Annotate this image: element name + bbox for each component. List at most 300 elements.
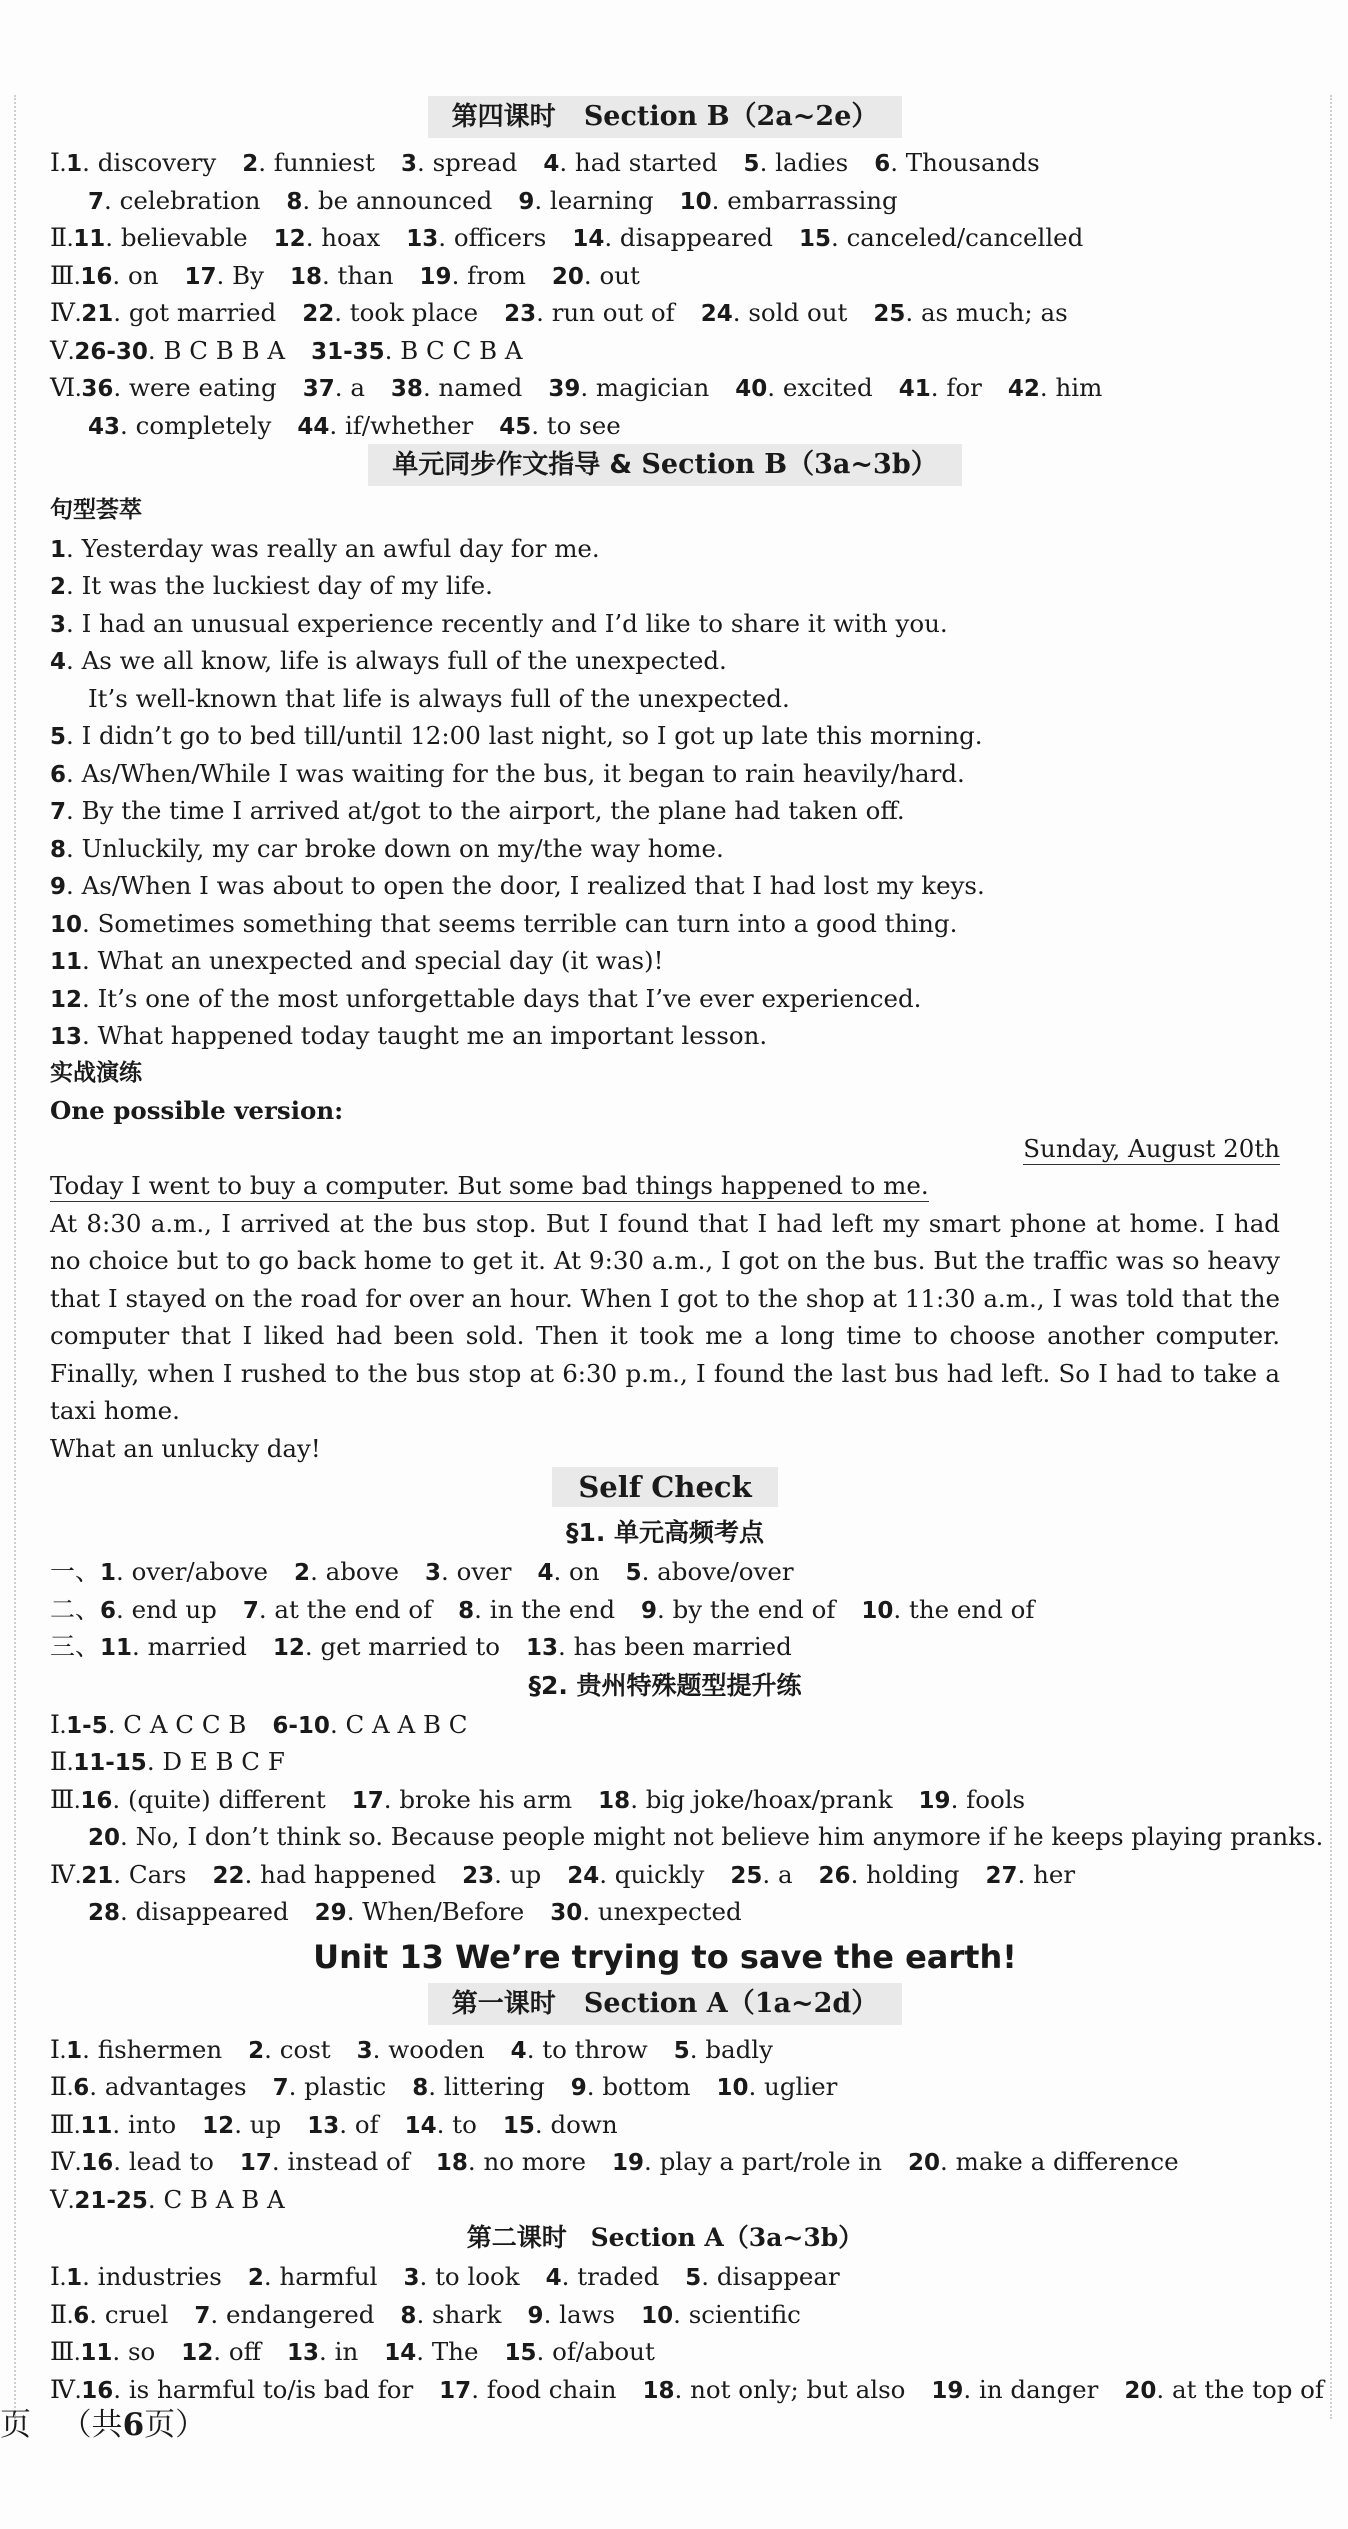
answer-text: traded [577, 2262, 660, 2291]
answer-text: embarrassing [727, 185, 898, 215]
answer-line [50, 2068, 1280, 2106]
question-number: 7 [272, 2075, 289, 2101]
section-numeral: 三、 [50, 1634, 101, 1661]
question-number: 29 [314, 1900, 347, 1926]
answer-text: disappeared [135, 1897, 289, 1926]
question-number: 1-5 [66, 1712, 108, 1739]
answer-text: spread [432, 148, 518, 177]
answer-text: disappear [716, 2262, 840, 2291]
question-number: 19 [611, 2150, 644, 2176]
answer-text: him [1055, 373, 1103, 402]
sentence-pattern: 11. What an unexpected and special day (it was)! [50, 946, 664, 975]
sentence-number: 12 [50, 986, 83, 1013]
question-number: 26-30 [74, 338, 148, 365]
self-check-sub2: §2. 贵州特殊题型提升练 [528, 1670, 802, 1700]
answer-line [50, 2371, 1325, 2409]
question-number: 20 [908, 2150, 941, 2176]
question-number: 12 [273, 226, 306, 252]
answer-item: 6. advantages [73, 2072, 247, 2101]
answer-item: 12. get married to [272, 1632, 500, 1661]
question-number: 37 [302, 376, 335, 402]
question-number: 1 [66, 2037, 83, 2064]
section-numeral: Ⅱ. [50, 225, 74, 252]
question-number: 41 [898, 376, 931, 402]
question-number: 12 [181, 2340, 214, 2366]
answer-item: 23. up [462, 1859, 542, 1889]
answer-item: 29. When/Before [314, 1897, 525, 1926]
answer-text: (quite) different [127, 1784, 326, 1814]
answer-text: broke his arm [399, 1784, 573, 1814]
answer-text: had happened [260, 1859, 437, 1889]
section-heading-u13-lesson1: 第一课时 Section A（1a~2d） [50, 1983, 1280, 2031]
question-number: 15 [798, 226, 831, 252]
answer-item: 3. wooden [356, 2034, 485, 2064]
sentence-pattern: 6. As/When/While I was waiting for the bus, it began to rain heavily/hard. [50, 758, 965, 788]
question-number: 13 [406, 226, 439, 252]
question-number: 44 [297, 413, 330, 440]
label-practice: 实战演练 [50, 1059, 142, 1086]
answer-text: from [467, 260, 526, 290]
answer-line [50, 1743, 1280, 1781]
answer-line [50, 257, 1280, 295]
answer-text: has been married [573, 1632, 792, 1661]
sentence-pattern: 12. It’s one of the most unforgettable days that I’ve ever experienced. [50, 983, 922, 1013]
sentence-number: 7 [50, 799, 67, 825]
answer-line [50, 1553, 1280, 1591]
question-number: 21 [81, 1862, 114, 1889]
sentence-text: As/When/While I was waiting for the bus, it began to rain heavily/hard. [81, 758, 965, 788]
answer-line [50, 332, 1280, 370]
question-number: 3 [425, 1560, 442, 1586]
answer-text: C B A B A [163, 2184, 285, 2214]
answer-text: industries [97, 2262, 222, 2291]
question-number: 18 [642, 2377, 675, 2404]
answer-item: 26. holding [818, 1859, 960, 1889]
answer-item: 1. over/above [100, 1557, 269, 1586]
answer-text: badly [705, 2034, 773, 2064]
answer-item: 16. is harmful to/is bad for [81, 2374, 414, 2404]
question-number: 1 [66, 2265, 83, 2291]
section-heading-writing: 单元同步作文指导 & Section B（3a~3b） [50, 444, 1280, 492]
answer-item: 20. out [551, 260, 640, 290]
sentence-text: It’s well-known that life is always full of the unexpected. [88, 683, 790, 713]
answer-item: 13. in [287, 2337, 359, 2366]
answer-line [50, 182, 1280, 220]
answer-item: 4. on [537, 1557, 600, 1586]
question-number: 9 [570, 2075, 587, 2101]
answer-item: 7. at the end of [242, 1594, 433, 1624]
question-number: 30 [550, 1900, 583, 1926]
section-numeral: 一、 [50, 1559, 101, 1586]
answer-line [50, 144, 1280, 182]
answer-item: 42. him [1007, 373, 1103, 402]
section-heading-lesson4: 第四课时 Section B（2a~2e） [50, 96, 1280, 144]
answer-item: 39. magician [548, 373, 710, 402]
possible-version-label: One possible version: [50, 1096, 344, 1125]
answer-text: B C C B A [400, 335, 523, 365]
answer-text: advantages [104, 2072, 247, 2101]
answer-item: 1. fishermen [66, 2034, 223, 2064]
answer-item: 44. if/whether [297, 410, 474, 440]
answer-item: 18. not only; but also [642, 2374, 906, 2404]
question-number: 14 [404, 2112, 437, 2139]
answer-item: 17. instead of [239, 2147, 410, 2176]
section-heading-u13-lesson2: 第二课时 Section A（3a~3b） [466, 2223, 864, 2252]
sentence-text: As we all know, life is always full of the unexpected. [81, 646, 727, 675]
answer-item: 9. bottom [570, 2072, 691, 2101]
answer-item: 3. to look [403, 2262, 520, 2291]
answer-item: 30. unexpected [550, 1897, 742, 1926]
sentence-pattern: 8. Unluckily, my car broke down on my/the way home. [50, 833, 724, 863]
answer-item: 11. so [80, 2337, 156, 2366]
answer-text: named [438, 373, 523, 402]
answer-text: than [337, 260, 394, 290]
answer-item: 37. a [302, 373, 365, 402]
answer-text: if/whether [344, 410, 474, 440]
sentence-text: Yesterday was really an awful day for me. [81, 533, 600, 563]
question-number: 16 [81, 2377, 114, 2404]
question-number: 23 [504, 301, 537, 327]
answer-line [50, 1893, 1280, 1931]
question-number: 3 [356, 2037, 373, 2064]
answer-text: No, I don’t think so. Because people might not believe him anymore if he keeps playing pranks. [135, 1822, 1324, 1851]
answer-text: harmful [279, 2262, 378, 2291]
section-numeral: Ⅲ. [50, 262, 81, 290]
answer-item: 5. ladies [743, 148, 849, 177]
section-numeral: Ⅳ. [50, 2376, 82, 2404]
answer-item: 4. had started [543, 148, 718, 177]
answer-text: run out of [551, 298, 675, 327]
question-number: 15 [504, 2340, 537, 2366]
section-numeral: Ⅳ. [50, 300, 82, 327]
sentence-pattern: 13. What happened today taught me an important lesson. [50, 1021, 768, 1050]
question-number: 6-10 [272, 1712, 330, 1739]
section-numeral: Ⅱ. [50, 1749, 74, 1776]
section-numeral: Ⅰ. [50, 2264, 67, 2291]
question-number: 5 [685, 2265, 702, 2291]
answer-text: instead of [287, 2147, 410, 2176]
answer-text: Thousands [905, 148, 1040, 177]
answer-text: completely [135, 410, 272, 440]
answer-item: 28. disappeared [88, 1897, 289, 1926]
answer-item: 9. laws [527, 2299, 616, 2329]
answer-item: 16. on [80, 260, 159, 290]
question-number: 6 [874, 151, 891, 177]
u13-lesson2-answers [50, 2258, 1325, 2408]
question-number: 10 [861, 1597, 894, 1624]
answer-line [50, 369, 1280, 407]
answer-text: unexpected [597, 1897, 742, 1926]
self-check-part2-answers [50, 1706, 1324, 1931]
answer-line [50, 2258, 1280, 2296]
question-number: 8 [458, 1597, 475, 1624]
answer-item: 25. as much; as [873, 298, 1068, 327]
answer-item: 40. excited [735, 373, 873, 402]
answer-text: up [249, 2109, 282, 2139]
question-number: 22 [212, 1862, 245, 1889]
question-number: 2 [247, 2265, 264, 2291]
section-numeral: 二、 [50, 1596, 101, 1624]
answer-text: food chain [486, 2374, 617, 2404]
answer-text: at the end of [274, 1594, 433, 1624]
question-number: 22 [302, 301, 335, 327]
question-number: 5 [743, 151, 760, 177]
sentence-text: Sometimes something that seems terrible can turn into a good thing. [97, 908, 958, 938]
question-number: 14 [384, 2340, 417, 2366]
answer-line [50, 1706, 1280, 1744]
answer-text: in the end [489, 1594, 616, 1624]
answer-text: quickly [614, 1859, 705, 1889]
answer-text: B C B B A [163, 335, 286, 365]
answer-item: 9. by the end of [641, 1594, 836, 1624]
answer-item: 10. the end of [861, 1594, 1035, 1624]
question-number: 21-25 [74, 2187, 148, 2214]
page-footer: 页 （共6页） [0, 2407, 207, 2443]
section-numeral: Ⅳ. [50, 1861, 82, 1889]
answer-item: 41. for [898, 373, 982, 402]
section-numeral: Ⅲ. [50, 2111, 81, 2139]
answer-item: 20. make a difference [908, 2147, 1179, 2176]
answer-text: ladies [775, 148, 849, 177]
answer-text: to look [435, 2262, 520, 2291]
question-number: 18 [289, 263, 322, 290]
answer-text: Cars [128, 1859, 187, 1889]
answer-line [50, 407, 1280, 445]
question-number: 7 [194, 2302, 211, 2329]
question-number: 11 [73, 226, 106, 252]
answer-item: 20. No, I don’t think so. Because people might not believe him anymore if he keeps playing pranks. [88, 1822, 1324, 1851]
question-number: 13 [525, 1635, 558, 1661]
sentence-pattern: 7. By the time I arrived at/got to the airport, the plane had taken off. [50, 796, 905, 825]
answer-item: 6. end up [100, 1594, 217, 1624]
answer-text: hoax [321, 223, 381, 252]
question-number: 11-15 [73, 1750, 147, 1776]
question-number: 42 [1007, 376, 1040, 402]
question-number: 8 [412, 2075, 429, 2101]
question-number: 17 [351, 1787, 384, 1814]
answer-text: bottom [602, 2072, 691, 2101]
answer-item: 2. cost [248, 2034, 331, 2064]
answer-item: 18. no more [435, 2147, 586, 2176]
question-number: 2 [242, 151, 259, 177]
answer-text: lead to [128, 2147, 214, 2176]
answer-item: 43. completely [88, 410, 272, 440]
answer-item: 26-30. B C B B A [74, 335, 286, 365]
answer-text: for [946, 373, 982, 402]
question-number: 17 [439, 2377, 472, 2404]
sentence-text: I had an unusual experience recently and I’d like to share it with you. [81, 608, 948, 638]
answer-item: 13. officers [406, 223, 547, 252]
answer-item: 8. shark [400, 2299, 502, 2329]
sentence-pattern: 9. As/When I was about to open the door, I realized that I had lost my keys. [50, 871, 985, 900]
answer-text: canceled/cancelled [846, 223, 1084, 252]
answer-text: her [1033, 1859, 1076, 1889]
question-number: 6 [100, 1597, 117, 1624]
sentence-number: 13 [50, 1024, 83, 1050]
answer-text: make a difference [955, 2147, 1179, 2176]
answer-text: D E B C F [162, 1747, 285, 1776]
section-numeral: Ⅰ. [50, 1711, 67, 1739]
sentence-text: What an unexpected and special day (it was)! [97, 946, 664, 975]
answer-item: 4. to throw [510, 2034, 648, 2064]
answer-text: down [550, 2109, 618, 2139]
label-sentence-patterns: 句型荟萃 [50, 497, 142, 523]
section-numeral: Ⅰ. [50, 2036, 67, 2064]
answer-text: disappeared [619, 223, 773, 252]
essay-topic: Today I went to buy a computer. But some bad things happened to me. [50, 1171, 929, 1200]
question-number: 12 [272, 1635, 305, 1661]
sentence-number: 11 [50, 949, 83, 975]
question-number: 11 [80, 2112, 113, 2139]
question-number: 19 [918, 1787, 951, 1814]
answer-line [50, 1591, 1280, 1629]
answer-item: 7. endangered [194, 2299, 375, 2329]
question-number: 14 [572, 226, 605, 252]
section-numeral: Ⅱ. [50, 2301, 74, 2329]
sentence-number: 6 [50, 761, 67, 788]
answer-text: holding [866, 1859, 960, 1889]
answer-text: on [569, 1557, 600, 1586]
u13-lesson1-answers [50, 2031, 1280, 2219]
answer-item: 1-5. C A C C B [66, 1709, 247, 1739]
question-number: 16 [80, 1787, 113, 1814]
answer-item: 4. traded [545, 2262, 660, 2291]
question-number: 13 [287, 2340, 320, 2366]
question-number: 20 [551, 263, 584, 290]
question-number: 13 [307, 2112, 340, 2139]
section-numeral: Ⅱ. [50, 2074, 74, 2101]
answer-text: to [452, 2109, 477, 2139]
answer-text: be announced [317, 185, 493, 215]
answer-item: 19. fools [918, 1784, 1026, 1814]
sentence-pattern: 2. It was the luckiest day of my life. [50, 571, 493, 600]
answer-text: uglier [764, 2072, 838, 2101]
answer-text: took place [349, 298, 479, 327]
answer-text: of/about [552, 2337, 655, 2366]
answer-text: excited [782, 373, 873, 402]
answer-text: sold out [748, 298, 848, 327]
sentence-number: 8 [50, 836, 67, 863]
answer-text: learning [549, 185, 654, 215]
answer-item: 3. over [425, 1557, 512, 1586]
answer-item: 23. run out of [504, 298, 675, 327]
answer-item: 6. cruel [73, 2299, 169, 2329]
question-number: 2 [248, 2037, 265, 2064]
answer-text: cruel [104, 2299, 169, 2329]
question-number: 12 [202, 2112, 235, 2139]
answer-item: 17. food chain [439, 2374, 617, 2404]
essay-paragraph: At 8:30 a.m., I arrived at the bus stop. But I found that I had left my smart phone at home. I had no choice but to go back home to get it. At 9:30 a.m., I got on the bus. But the traffic was so heavy that I stayed on the road for over an hour. When I got to the shop at 11:30 a.m., I was told that the computer that I liked had been sold. Then it took me a long time to choose another computer. Finally, when I rushed to the bus stop at 6:30 p.m., I found the last bus had left. So I had to take a taxi home. [50, 1208, 1280, 1425]
answer-text: wooden [388, 2034, 485, 2064]
answer-text: up [509, 1859, 542, 1889]
answer-text: magician [595, 373, 710, 402]
self-check-heading: Self Check [50, 1467, 1280, 1513]
answer-line [50, 219, 1280, 257]
answer-text: over [456, 1557, 512, 1586]
answer-text: end up [131, 1594, 217, 1624]
essay-date: Sunday, August 20th [1023, 1133, 1280, 1163]
answer-line [50, 2181, 1280, 2219]
sentence-text: It was the luckiest day of my life. [81, 571, 493, 600]
question-number: 8 [286, 188, 303, 215]
answer-text: to throw [542, 2034, 648, 2064]
answer-item: 2. funniest [242, 148, 375, 177]
answer-text: scientific [688, 2299, 801, 2329]
left-margin-rule [14, 95, 16, 2419]
answer-text: a [777, 1859, 793, 1889]
answer-text: into [127, 2109, 177, 2139]
self-check-part1-answers [50, 1553, 1280, 1666]
sentence-number: 1 [50, 536, 67, 563]
answer-text: C A A B C [345, 1709, 468, 1739]
answer-item: 5. disappear [685, 2262, 840, 2291]
answer-item: 1. discovery [66, 148, 217, 177]
answer-text: a [350, 373, 365, 402]
question-number: 26 [818, 1862, 851, 1889]
answer-item: 3. spread [400, 148, 518, 177]
answer-text: married [147, 1632, 247, 1661]
answer-line [50, 1628, 1280, 1666]
answer-text: on [127, 260, 159, 290]
answer-item: 17. broke his arm [351, 1784, 573, 1814]
question-number: 10 [679, 188, 712, 215]
answer-item: 24. sold out [700, 298, 848, 327]
answer-text: in [334, 2337, 359, 2366]
answer-item: 10. embarrassing [679, 185, 898, 215]
question-number: 10 [641, 2302, 674, 2329]
question-number: 9 [527, 2302, 544, 2329]
answer-item: 15. canceled/cancelled [798, 223, 1084, 252]
answer-item: 7. celebration [88, 185, 261, 215]
question-number: 21 [81, 301, 114, 327]
answer-line [50, 2333, 1280, 2371]
answer-text: get married to [320, 1632, 500, 1661]
sentence-pattern [50, 680, 1280, 718]
answer-item: 36. were eating [81, 373, 277, 402]
answer-text: so [127, 2337, 156, 2366]
answer-text: play a part/role in [659, 2147, 883, 2176]
answer-line [50, 2031, 1280, 2069]
answer-text: had started [574, 148, 718, 177]
answer-item: 10. scientific [641, 2299, 801, 2329]
sentence-number: 4 [50, 649, 67, 675]
answer-text: by the end of [672, 1594, 836, 1624]
question-number: 11 [80, 2340, 113, 2366]
answer-text: above/over [657, 1557, 794, 1586]
answer-item: 18. big joke/hoax/prank [598, 1784, 893, 1814]
question-number: 6 [73, 2075, 90, 2101]
answer-text: shark [432, 2299, 502, 2329]
answer-item: 11-15. D E B C F [73, 1747, 285, 1776]
question-number: 17 [239, 2150, 272, 2176]
question-number: 20 [1124, 2377, 1157, 2404]
answer-item: 8. in the end [458, 1594, 616, 1624]
question-number: 23 [462, 1862, 495, 1889]
sentence-number: 10 [50, 911, 83, 938]
answer-line [50, 2296, 1280, 2334]
question-number: 4 [543, 151, 560, 177]
answer-item: 6-10. C A A B C [272, 1709, 468, 1739]
answer-text: at the top of [1171, 2374, 1325, 2404]
answer-item: 14. The [384, 2337, 479, 2366]
sentence-pattern: 4. As we all know, life is always full of the unexpected. [50, 646, 727, 675]
answer-item: 8. be announced [286, 185, 493, 215]
answer-line [50, 294, 1280, 332]
answer-text: big joke/hoax/prank [645, 1784, 893, 1814]
sentence-text: As/When I was about to open the door, I realized that I had lost my keys. [81, 871, 985, 900]
question-number: 19 [931, 2377, 964, 2404]
answer-text: believable [120, 223, 248, 252]
